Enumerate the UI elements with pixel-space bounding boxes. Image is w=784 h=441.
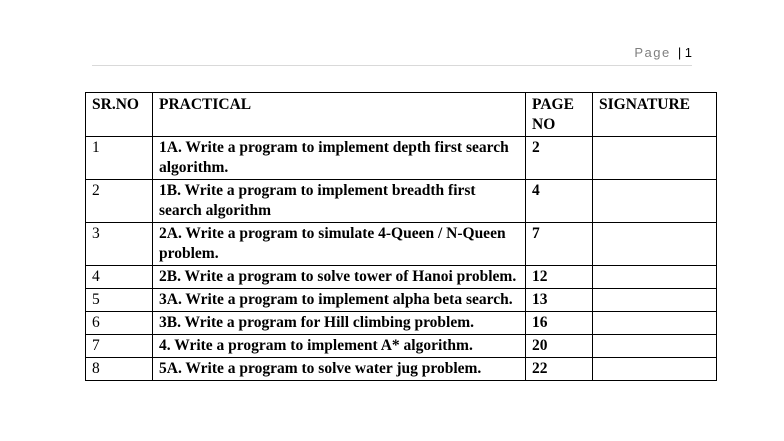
practical-cell: 1B. Write a program to implement breadth first search algorithm [153, 180, 526, 223]
signature-cell [593, 358, 717, 381]
signature-cell [593, 312, 717, 335]
table-header-row [86, 93, 717, 137]
page-header [634, 45, 692, 60]
sr-no-cell: 5 [86, 289, 153, 312]
sr-no-cell: 1 [86, 137, 153, 180]
practical-cell: 4. Write a program to implement A* algorithm. [153, 335, 526, 358]
signature-cell [593, 335, 717, 358]
practical-cell: 2A. Write a program to simulate 4-Queen / N-Queen problem. [153, 223, 526, 266]
page-number: 1 [684, 45, 692, 60]
page-no-cell: 2 [526, 137, 593, 180]
column-header-sr-no: SR.NO [86, 93, 153, 137]
column-header-signature: SIGNATURE [593, 93, 717, 137]
sr-no-cell: 3 [86, 223, 153, 266]
page-no-cell: 12 [526, 266, 593, 289]
signature-cell [593, 137, 717, 180]
page-no-cell: 22 [526, 358, 593, 381]
table-row [86, 266, 717, 289]
page-no-cell: 20 [526, 335, 593, 358]
table-row [86, 289, 717, 312]
page-no-cell: 13 [526, 289, 593, 312]
column-header-practical: PRACTICAL [153, 93, 526, 137]
table-row [86, 223, 717, 266]
practical-cell: 1A. Write a program to implement depth first search algorithm. [153, 137, 526, 180]
table-row [86, 358, 717, 381]
signature-cell [593, 266, 717, 289]
sr-no-cell: 8 [86, 358, 153, 381]
page-word: Page [634, 45, 671, 60]
page-separator: | [677, 45, 683, 60]
page-no-cell: 16 [526, 312, 593, 335]
table-row [86, 180, 717, 223]
column-header-page-no: PAGE NO [526, 93, 593, 137]
signature-cell [593, 289, 717, 312]
signature-cell [593, 180, 717, 223]
practical-index-table [85, 92, 717, 381]
table-row [86, 312, 717, 335]
practical-cell: 5A. Write a program to solve water jug problem. [153, 358, 526, 381]
signature-cell [593, 223, 717, 266]
sr-no-cell: 7 [86, 335, 153, 358]
table-row [86, 137, 717, 180]
practical-cell: 3B. Write a program for Hill climbing problem. [153, 312, 526, 335]
page-no-cell: 4 [526, 180, 593, 223]
sr-no-cell: 6 [86, 312, 153, 335]
header-divider [92, 65, 692, 66]
sr-no-cell: 4 [86, 266, 153, 289]
practical-cell: 2B. Write a program to solve tower of Hanoi problem. [153, 266, 526, 289]
practical-cell: 3A. Write a program to implement alpha beta search. [153, 289, 526, 312]
table-row [86, 335, 717, 358]
sr-no-cell: 2 [86, 180, 153, 223]
page-no-cell: 7 [526, 223, 593, 266]
